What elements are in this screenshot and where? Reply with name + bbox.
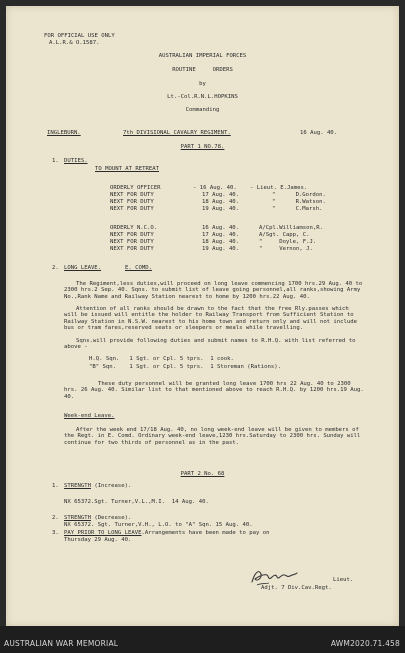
duty-role: NEXT FOR DUTY bbox=[110, 239, 154, 245]
duty-date: - 16 Aug. 40. bbox=[193, 185, 237, 191]
item-detail: NX 65372. Sgt. Turner,V.H., L.O. to "A" Sqn. 15 Aug. 40. bbox=[64, 522, 253, 528]
duty-name: " Vernon, J. bbox=[259, 246, 313, 252]
location: INGLEBURN. bbox=[47, 130, 81, 136]
duty-name: " D.Gordon. bbox=[272, 192, 326, 198]
item-heading: STRENGTH bbox=[64, 483, 91, 489]
duty-date: 19 Aug. 40. bbox=[202, 206, 240, 212]
force-name: AUSTRALIAN IMPERIAL FORCES bbox=[158, 53, 247, 59]
item-heading: PAY PRIOR TO LONG LEAVE bbox=[64, 530, 142, 536]
document-page bbox=[6, 6, 399, 626]
duty-date: 17 Aug. 40. bbox=[202, 192, 240, 198]
footer-bar bbox=[0, 626, 405, 653]
item-heading-rest: (Increase). bbox=[90, 483, 132, 489]
duty-role: NEXT FOR DUTY bbox=[110, 246, 154, 252]
item-number: 2. bbox=[52, 515, 59, 521]
item-detail: Thursday 29 Aug. 40. bbox=[64, 537, 132, 543]
leave-paragraph: The Regiment,less duties,will proceed on long leave commencing 1700 hrs.29 Aug. 40 to 2300 hrs.2 Sep. 40. Sqns. to submit list of leave going personnel,all ranks,showing Army No.,Rank Name and Railway Station nearest to home by 1200 hrs.22 Aug. 40. bbox=[64, 281, 363, 300]
leave-paragraph: Attention of all ranks should be drawn to the fact that the free Rly.passes which will be issued will entitle the holder to Railway Transport from Sufficient Station to Railway Station in N.S.W. nearest to his home town and return only and will not include bus or tram fares,reserved seats or sleepers or meals while travelling. bbox=[64, 306, 357, 331]
duty-date: 18 Aug. 40. bbox=[202, 239, 240, 245]
duty-name: - Lieut. E.James. bbox=[250, 185, 308, 191]
duty-name: " Doyle, F.J. bbox=[259, 239, 317, 245]
item-heading-rest: .Arrangements have been made to pay on bbox=[141, 530, 270, 536]
duty-name: A/Sgt. Capp, C. bbox=[259, 232, 310, 238]
duty-date: 16 Aug. 40. bbox=[202, 225, 240, 231]
leave-duty-line: H.Q. Sqn. 1 Sgt. or Cpl. 5 tprs. 1 cook. bbox=[89, 356, 234, 362]
duty-role: ORDERLY OFFICER bbox=[110, 185, 161, 191]
part-one-heading: PART 1 NO.78. bbox=[180, 144, 225, 150]
duty-role: NEXT FOR DUTY bbox=[110, 199, 154, 205]
by-line: by bbox=[199, 81, 206, 87]
duties-heading: DUTIES. bbox=[64, 158, 88, 164]
section-number: 1. bbox=[52, 158, 59, 164]
leave-duty-line: "B" Sqn. 1 Sgt. or Cpl. 5 tprs. 1 Storeman (Rations). bbox=[89, 364, 281, 370]
archive-name: AUSTRALIAN WAR MEMORIAL bbox=[4, 639, 119, 648]
duty-name: A/Cpl.Williamson,R. bbox=[259, 225, 323, 231]
leave-paragraph: These duty personnel will be granted long leave 1700 hrs 22 Aug. 40 to 2300 hrs. 26 Aug. 40. Similar list to that mentioned above to reach R.H.Q. by 1200 hrs.19 Aug. 40. bbox=[64, 381, 364, 400]
item-detail: NX 65372.Sgt. Turner,V.L.,M.I. 14 Aug. 40. bbox=[64, 499, 209, 505]
unit-name: 7th DIVISIONAL CAVALRY REGIMENT. bbox=[123, 130, 231, 136]
duty-date: 19 Aug. 40. bbox=[202, 246, 240, 252]
commanding-label: Commanding bbox=[185, 107, 220, 113]
signature-rank: Lieut. bbox=[333, 577, 354, 583]
duty-name: " R.Watson. bbox=[272, 199, 326, 205]
weekend-leave-paragraph: After the week end 17/18 Aug. 40, no long week-end leave will be given to members of the Regt. in E. Comd. Ordinary week-end leave,1230 hrs.Saturday to 2300 hrs. Sunday will continue for two thirds of personnel as in the past. bbox=[64, 427, 361, 446]
item-heading: STRENGTH bbox=[64, 515, 91, 521]
section-number: 2. bbox=[52, 265, 59, 271]
item-number: 1. bbox=[52, 483, 59, 489]
signature-role: Adjt. 7 Div.Cav.Regt. bbox=[261, 585, 332, 591]
duty-role: NEXT FOR DUTY bbox=[110, 192, 154, 198]
leave-paragraph: Sqns.will provide following duties and submit names to R.H.Q. with list referred to above - bbox=[64, 338, 356, 351]
duty-role: NEXT FOR DUTY bbox=[110, 206, 154, 212]
duty-date: 17 Aug. 40. bbox=[202, 232, 240, 238]
long-leave-command: E. COMD. bbox=[125, 265, 152, 271]
duty-date: 18 Aug. 40. bbox=[202, 199, 240, 205]
item-number: 3. bbox=[52, 530, 59, 536]
archive-reference: AWM2020.71.458 bbox=[330, 639, 400, 648]
commanding-officer: Lt.-Col.R.N.L.HOPKINS bbox=[167, 94, 238, 100]
duty-role: ORDERLY N.C.O. bbox=[110, 225, 158, 231]
long-leave-heading: LONG LEAVE. bbox=[64, 265, 102, 271]
document-title: ROUTINE ORDERS bbox=[172, 67, 233, 73]
official-use-notice: FOR OFFICIAL USE ONLY bbox=[44, 33, 115, 39]
duty-name: " C.Marsh. bbox=[272, 206, 323, 212]
part-two-heading: PART 2 No. 68 bbox=[180, 471, 225, 477]
duties-subheading: TO MOUNT AT RETREAT bbox=[95, 166, 159, 172]
reference-number: A.L.R.& O.1587. bbox=[49, 40, 100, 46]
item-heading-rest: (Decrease). bbox=[90, 515, 132, 521]
order-date: 16 Aug. 40. bbox=[300, 130, 338, 136]
weekend-leave-heading: Week-end Leave. bbox=[64, 413, 115, 419]
duty-role: NEXT FOR DUTY bbox=[110, 232, 154, 238]
